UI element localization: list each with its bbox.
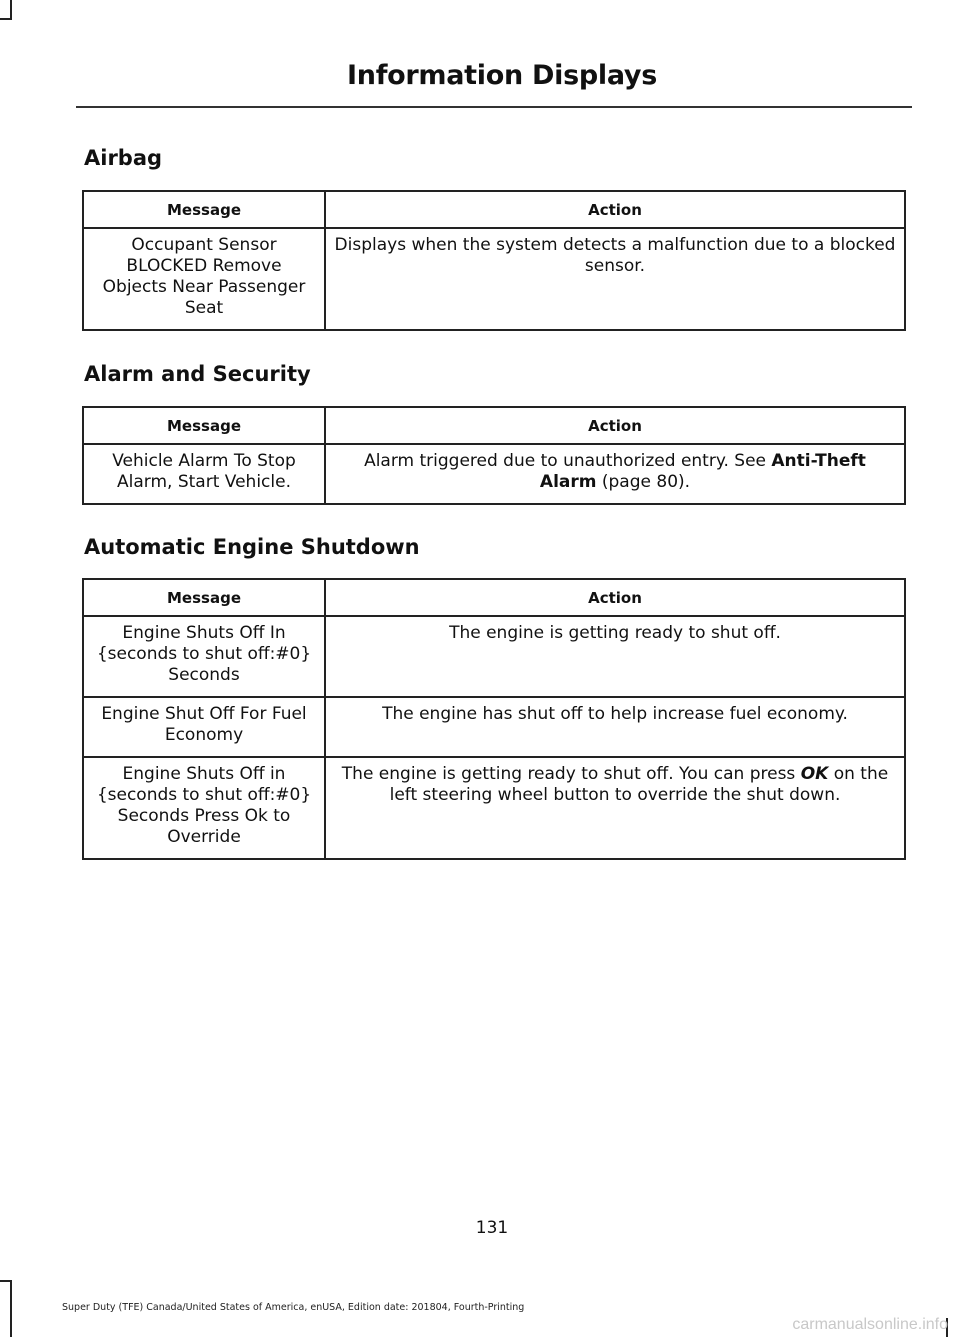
crop-mark-bottom-left-h	[0, 1280, 12, 1282]
table-header-row	[83, 579, 905, 616]
action-cell: The engine is getting ready to shut off.	[325, 616, 905, 697]
column-header-message: Message	[83, 407, 325, 444]
action-cell	[325, 757, 905, 859]
crop-mark-top-left-h	[0, 18, 12, 20]
message-cell: Engine Shuts Off In {seconds to shut off:#0} Seconds	[83, 616, 325, 697]
table-header-row	[83, 407, 905, 444]
column-header-action: Action	[325, 579, 905, 616]
column-header-message: Message	[83, 579, 325, 616]
column-header-action: Action	[325, 191, 905, 228]
action-text: The engine is getting ready to shut off. You can press	[341, 764, 801, 784]
table-row	[83, 697, 905, 757]
message-cell: Engine Shuts Off in {seconds to shut off:#0} Seconds Press Ok to Override	[83, 757, 325, 859]
message-cell: Engine Shut Off For Fuel Economy	[83, 697, 325, 757]
page-number: 131	[475, 1218, 509, 1238]
table-row	[83, 228, 905, 330]
page-reference: (page 80).	[596, 472, 691, 492]
footer-edition-info: Super Duty (TFE) Canada/United States of America, enUSA, Edition date: 201804, Fourth-Printing	[62, 1302, 525, 1313]
table-row	[83, 444, 905, 504]
message-cell: Occupant Sensor BLOCKED Remove Objects Near Passenger Seat	[83, 228, 325, 330]
crop-mark-top-left	[10, 0, 12, 20]
table-header-row	[83, 191, 905, 228]
airbag-table	[82, 190, 906, 331]
section-heading-airbag: Airbag	[84, 146, 163, 170]
alarm-security-table	[82, 406, 906, 505]
action-text: Alarm triggered due to unauthorized entry. See	[364, 451, 772, 471]
ok-button-label: OK	[800, 764, 829, 784]
crop-mark-bottom-left	[10, 1280, 12, 1337]
message-cell: Vehicle Alarm To Stop Alarm, Start Vehicle.	[83, 444, 325, 504]
section-heading-alarm-security: Alarm and Security	[84, 362, 311, 386]
column-header-message: Message	[83, 191, 325, 228]
action-cell	[325, 444, 905, 504]
action-cell: Displays when the system detects a malfunction due to a blocked sensor.	[325, 228, 905, 330]
cross-reference-link[interactable]: Anti-Theft Alarm	[539, 451, 866, 492]
action-text-continued: on the left steering wheel button to override the shut down.	[389, 764, 889, 805]
action-cell: The engine has shut off to help increase fuel economy.	[325, 697, 905, 757]
page-title: Information Displays	[347, 60, 657, 91]
section-heading-engine-shutdown: Automatic Engine Shutdown	[84, 535, 420, 559]
header-divider	[76, 106, 912, 108]
table-row	[83, 757, 905, 859]
table-row	[83, 616, 905, 697]
engine-shutdown-table	[82, 578, 906, 860]
watermark: carmanualsonline.info	[792, 1316, 948, 1333]
column-header-action: Action	[325, 407, 905, 444]
